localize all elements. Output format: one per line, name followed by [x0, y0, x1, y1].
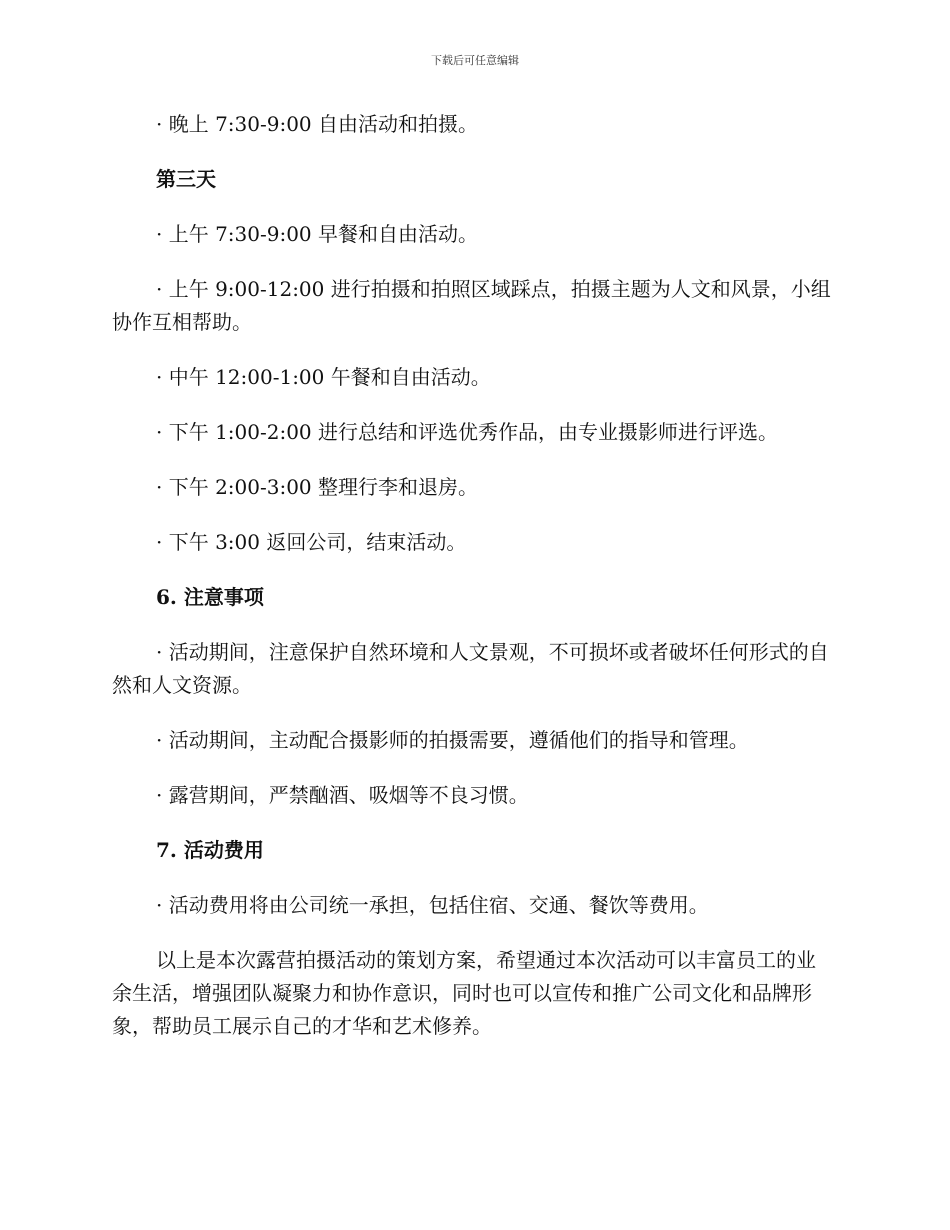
schedule-item-evening-free: · 晚上 7:30-9:00 自由活动和拍摄。: [156, 112, 479, 136]
schedule-item-checkout: · 下午 2:00-3:00 整理行李和退房。: [156, 475, 479, 499]
schedule-item-lunch: · 中午 12:00-1:00 午餐和自由活动。: [156, 365, 491, 389]
cost-heading: 7. 活动费用: [156, 838, 264, 862]
conclusion-paragraph: 以上是本次露营拍摄活动的策划方案，希望通过本次活动可以丰富员工的业余生活，增强团队凝聚力和协作意识，同时也可以宣传和推广公司文化和品牌形象，帮助员工展示自己的才华和艺术修养。: [112, 948, 816, 1038]
cost-item: · 活动费用将由公司统一承担，包括住宿、交通、餐饮等费用。: [156, 893, 709, 917]
day-three-heading: 第三天: [156, 167, 216, 191]
schedule-item-review: · 下午 1:00-2:00 进行总结和评选优秀作品，由专业摄影师进行评选。: [156, 420, 779, 444]
schedule-item-breakfast: · 上午 7:30-9:00 早餐和自由活动。: [156, 222, 479, 246]
page-header: 下载后可任意编辑: [431, 54, 519, 67]
document-body: [112, 108, 832, 1065]
notes-heading: 6. 注意事项: [156, 585, 264, 609]
note-item-cooperate: · 活动期间，主动配合摄影师的拍摄需要，遵循他们的指导和管理。: [156, 728, 749, 752]
note-item-protect-environment: · 活动期间，注意保护自然环境和人文景观，不可损坏或者破坏任何形式的自然和人文资源。: [112, 640, 829, 697]
schedule-item-return: · 下午 3:00 返回公司，结束活动。: [156, 530, 467, 554]
note-item-no-drinking: · 露营期间，严禁酗酒、吸烟等不良习惯。: [156, 783, 529, 807]
schedule-item-morning-shoot: · 上午 9:00-12:00 进行拍摄和拍照区域踩点，拍摄主题为人文和风景，小组协作互相帮助。: [112, 277, 831, 334]
